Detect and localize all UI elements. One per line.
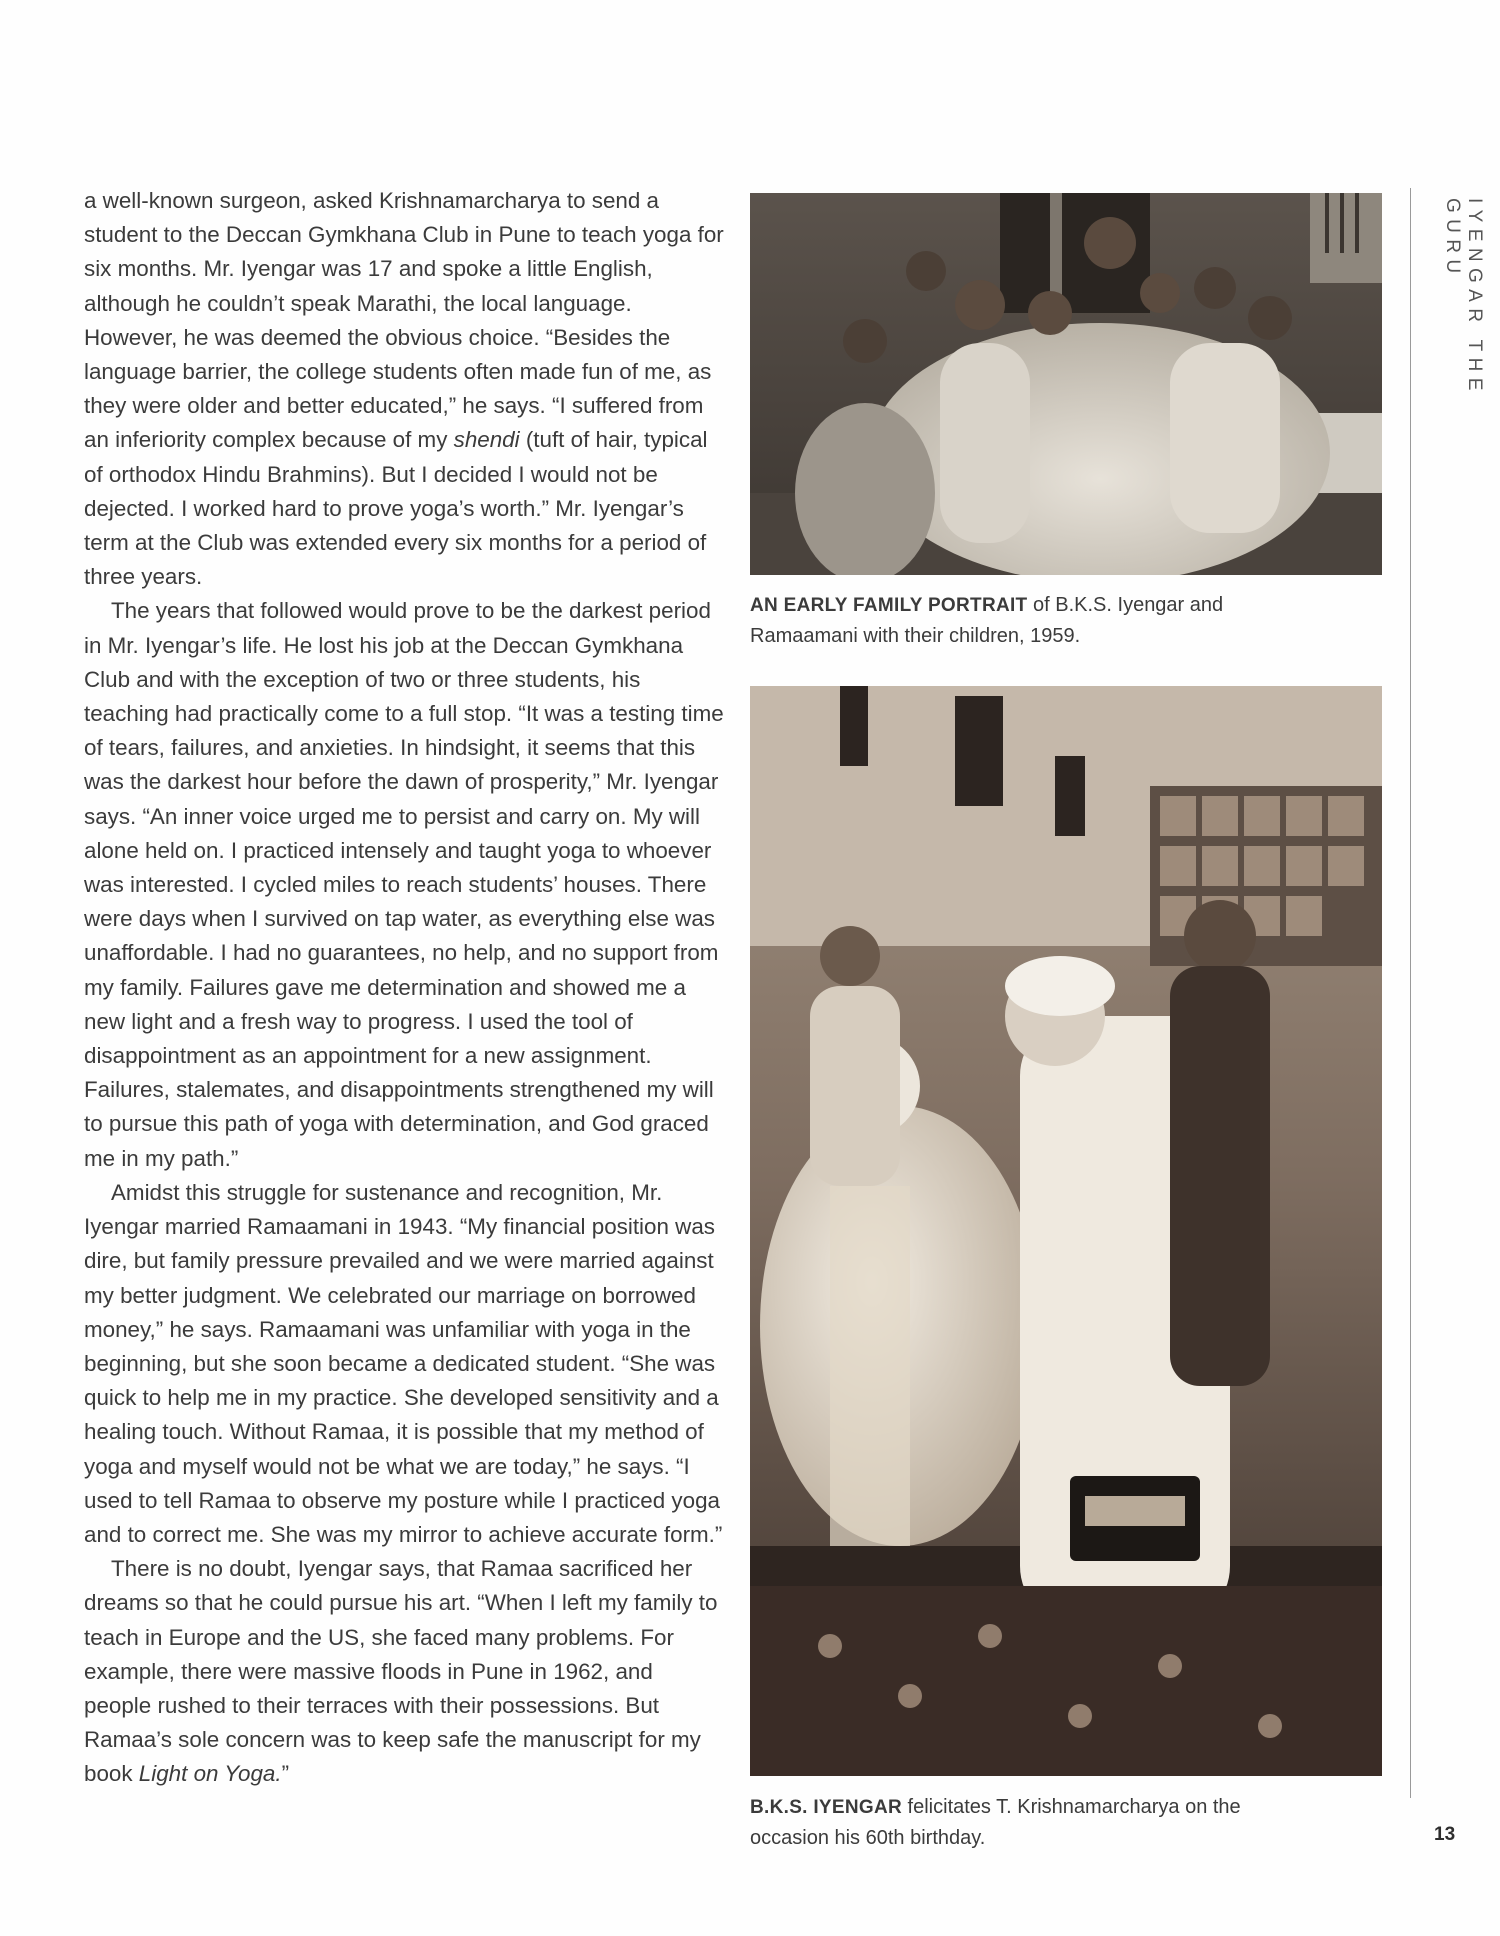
family-portrait-photo: [750, 193, 1382, 575]
running-head: [1441, 198, 1485, 468]
family-portrait-image: [750, 193, 1382, 575]
felicitation-photo: [750, 686, 1382, 1776]
paragraph-3: Amidst this struggle for sustenance and recognition, Mr. Iyengar married Ramaamani in 1943. “My financial position was dire, but family pressure prevailed and we were married against my better judgment. We celebrated our marriage on borrowed money,” he says. Ramaamani was unfamiliar with yoga in the beginning, but she soon became a dedicated student. “She was quick to help me in my practice. She developed sensitivity and a healing touch. Without Ramaa, it is possible that my method of yoga and myself would not be what we are today,” he says. “I used to tell Ramaa to observe my posture while I practiced yoga and to correct me. She was my mirror to achieve accurate form.”: [84, 1179, 723, 1547]
article-body: [84, 184, 724, 1792]
page-number: 13: [1434, 1824, 1456, 1845]
caption-family-portrait: AN EARLY FAMILY PORTRAIT of B.K.S. Iyengar and Ramaamani with their children, 1959.: [750, 594, 1224, 647]
caption-felicitation: B.K.S. IYENGAR felicitates T. Krishnamarcharya on the occasion his 60th birthday.: [750, 1796, 1241, 1849]
book-title: Light on Yoga.: [138, 1761, 282, 1787]
running-head-text: IYENGAR THE GURU: [1442, 198, 1485, 397]
felicitation-image: [750, 686, 1382, 1776]
paragraph-4: There is no doubt, Iyengar says, that Ramaa sacrificed her dreams so that he could pursue his art. “When I left my family to teach in Europe and the US, she faced many problems. For example, there were massive floods in Pune in 1962, and people rushed to their terraces with their possessions. But Ramaa’s sole concern was to keep safe the manuscript for my book Light on Yoga.”: [84, 1556, 718, 1787]
paragraph-1: a well-known surgeon, asked Krishnamarcharya to send a student to the Deccan Gymkhana Club in Pune to teach yoga for six months. Mr. Iyengar was 17 and spoke a little English, although he couldn’t speak Marathi, the local language. However, he was deemed the obvious choice. “Besides the language barrier, the college students often made fun of me, as they were older and better educated,” he says. “I suffered from an inferiority complex because of my shendi (tuft of hair, typical of orthodox Hindu Brahmins). But I decided I would not be dejected. I worked hard to prove yoga’s worth.” Mr. Iyengar’s term at the Club was extended every six months for a period of three years.: [84, 188, 724, 590]
margin-rule: [1410, 188, 1411, 1798]
paragraph-2: The years that followed would prove to be the darkest period in Mr. Iyengar’s life. He lost his job at the Deccan Gymkhana Club and with the exception of two or three students, his teaching had practically come to a full stop. “It was a testing time of tears, failures, and anxieties. In hindsight, it seems that this was the darkest hour before the dawn of prosperity,” Mr. Iyengar says. “An inner voice urged me to persist and carry on. My will alone held on. I practiced intensely and taught yoga to whoever was interested. I cycled miles to reach students’ houses. There were days when I survived on tap water, as everything else was unaffordable. I had no guarantees, no help, and no support from my family. Failures gave me determination and showed me a new light and a fresh way to progress. I used the tool of disappointment as an appointment for a new assignment. Failures, stalemates, and disappointments strengthened my will to pursue this path of yoga with determination, and God graced me in my path.”: [84, 598, 724, 1171]
italic-term: shendi: [453, 427, 520, 453]
